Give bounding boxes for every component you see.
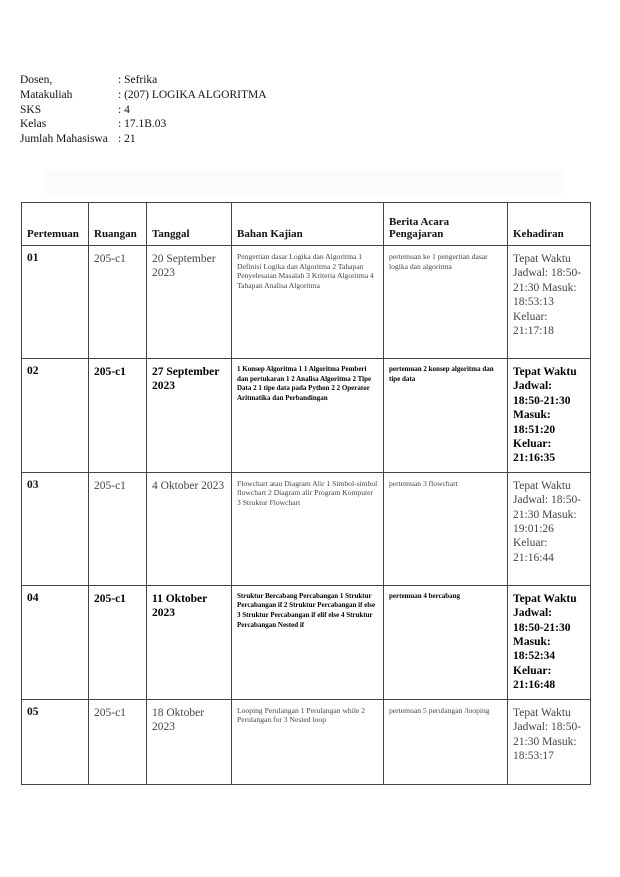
table-row [22, 699, 591, 784]
info-row-jumlah [20, 132, 267, 147]
cell-pertemuan: 05 [22, 699, 89, 784]
header-ruangan: Ruangan [89, 203, 147, 246]
cell-kehadiran: Tepat Waktu Jadwal: 18:50-21:30 Masuk: 18:53:17 [508, 699, 591, 784]
cell-ruangan: 205-c1 [89, 699, 147, 784]
cell-tanggal: 20 September 2023 [147, 246, 232, 359]
table-row [22, 585, 591, 699]
attendance-table [21, 202, 591, 785]
cell-kehadiran: Tepat Waktu Jadwal: 18:50-21:30 Masuk: 19:01:26 Keluar: 21:16:44 [508, 472, 591, 585]
cell-kehadiran: Tepat Waktu Jadwal: 18:50-21:30 Masuk: 18:51:20 Keluar: 21:16:35 [508, 359, 591, 473]
cell-pertemuan: 01 [22, 246, 89, 359]
table-row [22, 246, 591, 359]
cell-bahan-kajian: Looping Perulangan 1 Perulangan while 2 Perulangan for 3 Nested loop [232, 699, 384, 784]
cell-ruangan: 205-c1 [89, 585, 147, 699]
cell-berita-acara: pertemuan 4 bercabang [384, 585, 508, 699]
cell-pertemuan: 03 [22, 472, 89, 585]
info-label: Matakuliah [20, 88, 73, 101]
info-row-matakuliah [20, 88, 267, 103]
info-value: : 21 [118, 133, 136, 146]
cell-ruangan: 205-c1 [89, 359, 147, 473]
table-row [22, 472, 591, 585]
cell-bahan-kajian: Pengertian dasar Logika dan Algoritma 1 Definisi Logika dan Algoritma 2 Tahapan Penyelesaian Masalah 3 Kriteria Algoritma 4 Tahapan Analisa Algoritma [232, 246, 384, 359]
cell-bahan-kajian: Flowchart atau Diagram Alir 1 Simbol-simbol flowchart 2 Diagram alir Program Komputer 3 Struktur Flowchart [232, 472, 384, 585]
header-pertemuan: Pertemuan [22, 203, 89, 246]
table-row [22, 359, 591, 473]
cell-bahan-kajian: 1 Konsep Algoritma 1 1 Algoritma Pemberi dan pertukaran 1 2 Analisa Algoritma 2 Tipe Data 2 1 tipe data pada Python 2 2 Operator Aritmatika dan Perbandingan [232, 359, 384, 473]
info-label: SKS [20, 103, 42, 116]
cell-kehadiran: Tepat Waktu Jadwal: 18:50-21:30 Masuk: 18:52:34 Keluar: 21:16:48 [508, 585, 591, 699]
cell-pertemuan: 02 [22, 359, 89, 473]
info-value: : 4 [118, 103, 130, 116]
info-value: : 17.1B.03 [118, 118, 167, 131]
cell-berita-acara: pertemuan 5 perulangan /looping [384, 699, 508, 784]
info-value: : (207) LOGIKA ALGORITMA [118, 88, 267, 101]
cell-tanggal: 4 Oktober 2023 [147, 472, 232, 585]
info-row-dosen [20, 73, 267, 88]
cell-kehadiran: Tepat Waktu Jadwal: 18:50-21:30 Masuk: 18:53:13 Keluar: 21:17:18 [508, 246, 591, 359]
cell-tanggal: 11 Oktober 2023 [147, 585, 232, 699]
course-info [20, 73, 267, 147]
cell-pertemuan: 04 [22, 585, 89, 699]
cell-ruangan: 205-c1 [89, 472, 147, 585]
header-kehadiran: Kehadiran [508, 203, 591, 246]
cell-berita-acara: pertemuan ke 1 pengertian dasar logika dan algoritma [384, 246, 508, 359]
table-header-row [22, 203, 591, 246]
info-label: Dosen, [20, 74, 53, 86]
header-tanggal: Tanggal [147, 203, 232, 246]
cell-ruangan: 205-c1 [89, 246, 147, 359]
info-row-kelas [20, 117, 267, 132]
header-band [44, 170, 564, 194]
cell-berita-acara: pertemuan 3 flowchart [384, 472, 508, 585]
cell-tanggal: 27 September 2023 [147, 359, 232, 473]
info-value: : Sefrika [118, 74, 158, 86]
cell-bahan-kajian: Struktur Bercabang Percabangan 1 Struktur Percabangan if 2 Struktur Percabangan if else 3 Struktur Percabangan if elif else 4 Struktur Percabangan Nested if [232, 585, 384, 699]
header-berita-acara: Berita Acara Pengajaran [384, 203, 508, 246]
info-label: Kelas [20, 118, 47, 131]
info-row-sks [20, 103, 267, 118]
cell-berita-acara: pertemuan 2 konsep algoritma dan tipe data [384, 359, 508, 473]
header-bahan-kajian: Bahan Kajian [232, 203, 384, 246]
cell-tanggal: 18 Oktober 2023 [147, 699, 232, 784]
info-label: Jumlah Mahasiswa [20, 133, 108, 146]
